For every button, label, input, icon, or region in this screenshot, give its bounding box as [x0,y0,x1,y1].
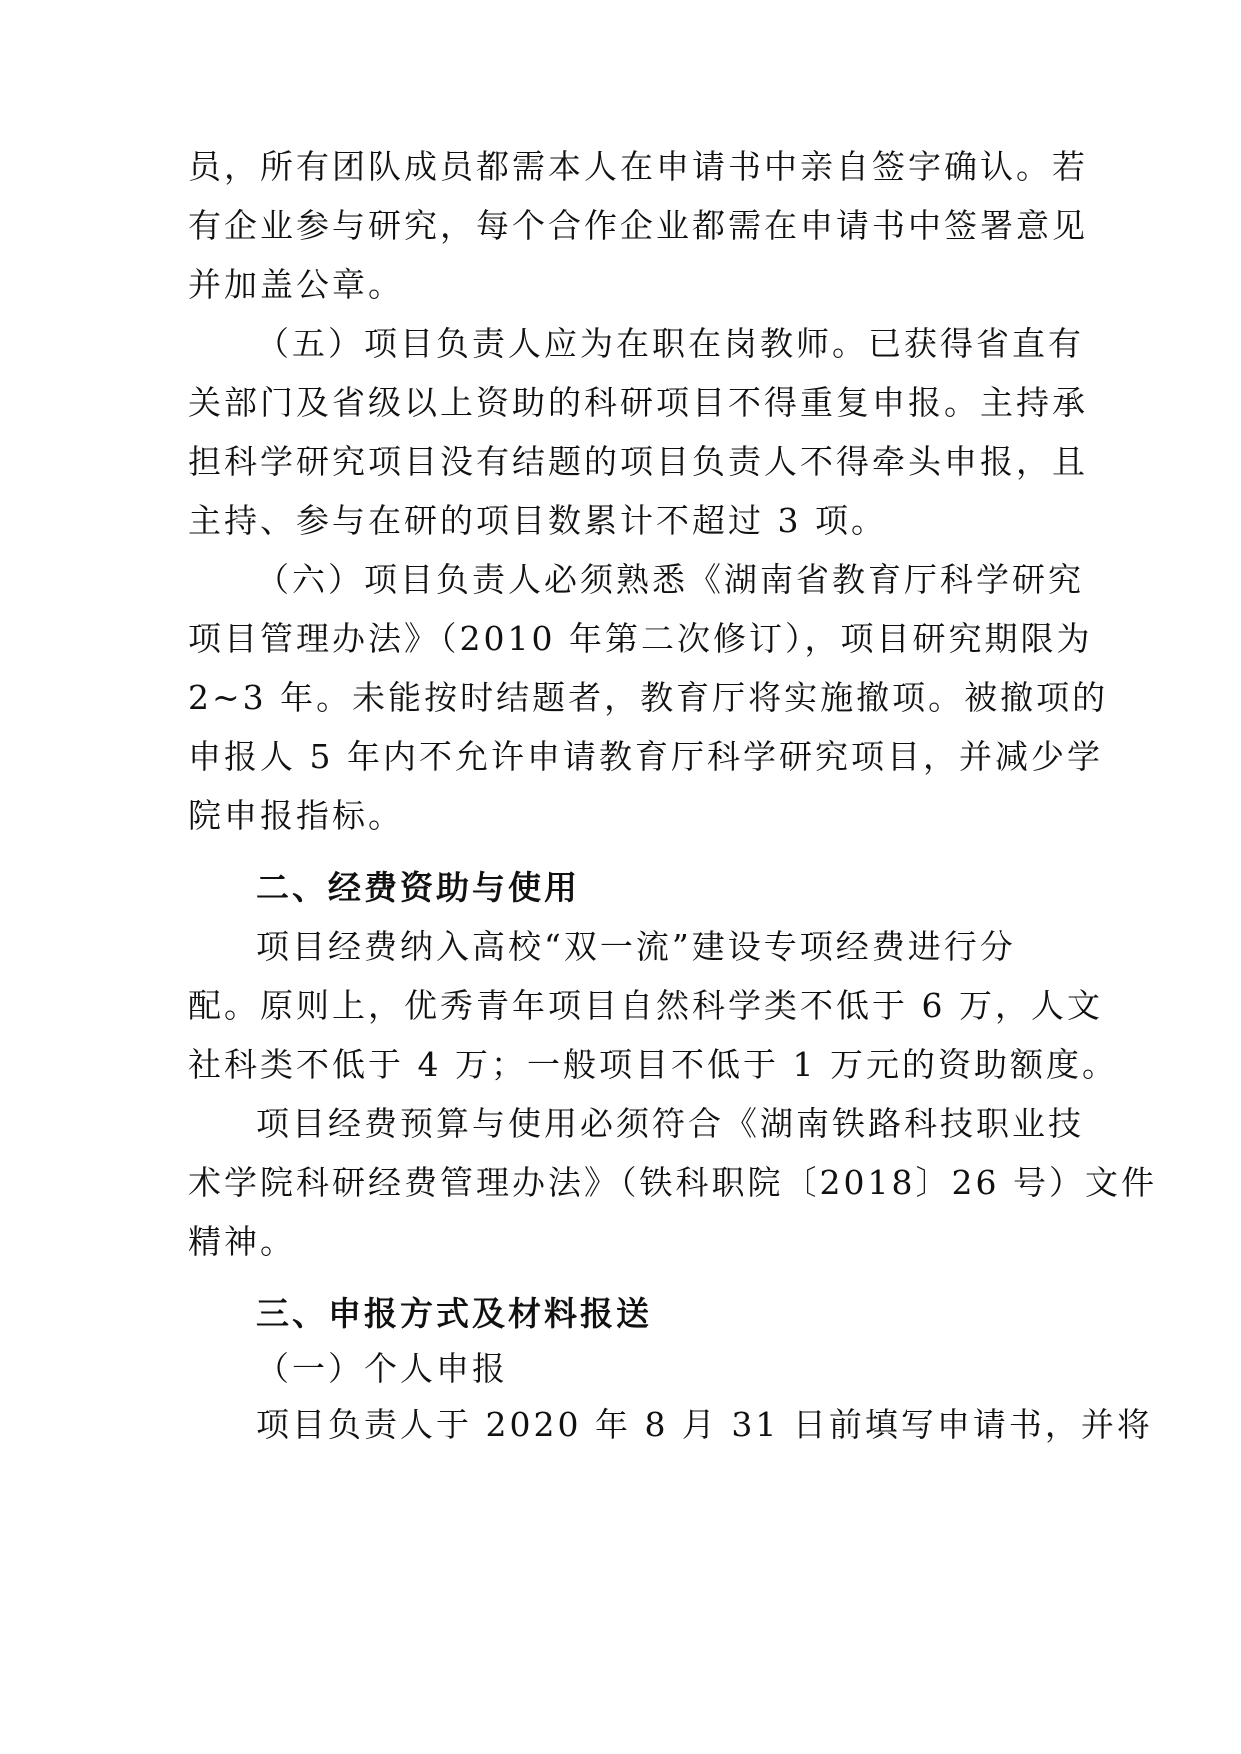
body-text-line: 术学院科研经费管理办法》（铁科职院〔2018〕26 号）文件 [188,1163,1157,1202]
body-text-line: 申报人 5 年内不允许申请教育厅科学研究项目，并减少学 [188,737,1103,776]
body-text-line: 担科学研究项目没有结题的项目负责人不得牵头申报，且 [188,442,1088,481]
budget-paragraph-first-line: 项目经费预算与使用必须符合《湖南铁路科技职业技 [256,1104,1084,1143]
paragraph-6-first-line: （六）项目负责人必须熟悉《湖南省教育厅科学研究 [256,560,1084,599]
funding-paragraph-first-line: 项目经费纳入高校“双一流”建设专项经费进行分 [256,927,1016,966]
body-text-line: 配。原则上，优秀青年项目自然科学类不低于 6 万，人文 [188,986,1103,1025]
section-heading-application: 三、申报方式及材料报送 [256,1294,652,1333]
body-text-line: 并加盖公章。 [188,265,404,304]
body-text-line: 有企业参与研究，每个合作企业都需在申请书中签署意见 [188,206,1088,245]
body-text-line: 主持、参与在研的项目数累计不超过 3 项。 [188,501,887,540]
body-text-line: 2~3 年。未能按时结题者，教育厅将实施撤项。被撤项的 [188,678,1109,717]
subsection-heading-individual: （一）个人申报 [256,1349,508,1388]
body-text-line: 项目管理办法》（2010 年第二次修订），项目研究期限为 [188,619,1093,658]
application-paragraph-first-line: 项目负责人于 2020 年 8 月 31 日前填写申请书，并将 [256,1405,1153,1444]
paragraph-5-first-line: （五）项目负责人应为在职在岗教师。已获得省直有 [256,324,1084,363]
body-text-line: 社科类不低于 4 万；一般项目不低于 1 万元的资助额度。 [188,1045,1118,1084]
section-heading-funding: 二、经费资助与使用 [256,868,580,907]
body-text-line: 关部门及省级以上资助的科研项目不得重复申报。主持承 [188,383,1088,422]
body-text-line: 院申报指标。 [188,796,404,835]
body-text-line: 精神。 [188,1222,296,1261]
body-text-line: 员，所有团队成员都需本人在申请书中亲自签字确认。若 [188,147,1088,186]
